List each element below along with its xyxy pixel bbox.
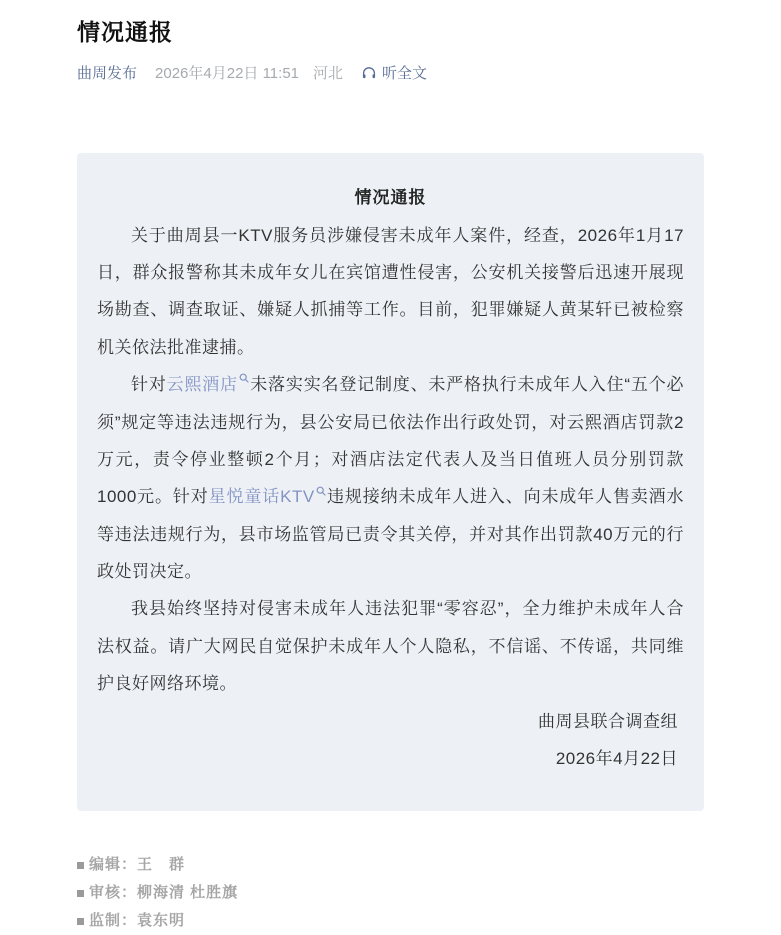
credit-line-supervisor — [77, 907, 704, 935]
publish-location: 河北 — [313, 65, 344, 83]
search-icon — [239, 373, 249, 383]
credit-value: 柳海清 杜胜旗 — [137, 884, 239, 902]
credit-value: 袁东明 — [137, 912, 186, 930]
headphones-icon — [361, 65, 377, 81]
article-container — [77, 0, 704, 935]
square-bullet-icon — [77, 890, 84, 897]
editor-credits — [77, 851, 704, 935]
article-meta — [77, 62, 704, 83]
search-icon — [316, 486, 326, 496]
listen-full-text-button[interactable] — [361, 62, 427, 83]
entity-link-xingyue-tonghua-ktv[interactable] — [209, 487, 327, 506]
entity-link-label: 云熙酒店 — [166, 375, 238, 395]
listen-full-text-label: 听全文 — [382, 65, 428, 83]
credit-line-reviewer — [77, 879, 704, 907]
square-bullet-icon — [77, 918, 84, 925]
signature-organization: 曲周县联合调查组 — [538, 711, 678, 731]
notice-paragraph-2 — [97, 366, 684, 590]
paragraph-text: 违规接纳未成年人进入、向未成年人售卖酒水等违法违规行为，县市场监管局已责令其关停，并对其作出罚款40万元的行政处罚决定。 — [97, 487, 685, 582]
credit-label: 审核： — [89, 884, 138, 902]
paragraph-text: 针对 — [131, 375, 167, 395]
paragraph-text: 未落实实名登记制度、未严格执行未成年人入住“五个必须”规定等违法违规行为，县公安局已依法作出行政处罚，对云熙酒店罚款2万元，责令停业整顿2个月；对酒店法定代表人及当日值班人员分别罚款1000元。针对 — [97, 375, 685, 507]
entity-link-yunxi-hotel[interactable] — [167, 375, 250, 394]
credit-label: 编辑： — [89, 856, 138, 874]
entity-link-label: 星悦童话KTV — [208, 487, 315, 507]
account-name-link[interactable]: 曲周发布 — [77, 65, 138, 83]
credit-value: 王 群 — [137, 856, 186, 874]
notice-heading: 情况通报 — [354, 188, 427, 208]
signature-date: 2026年4月22日 — [555, 749, 678, 769]
credit-label: 监制： — [89, 912, 138, 930]
credit-line-editor — [77, 851, 704, 879]
article-title: 情况通报 — [77, 19, 173, 45]
publish-datetime: 2026年4月22日 11:51 — [155, 65, 300, 83]
notice-paragraph-1: 关于曲周县一KTV服务员涉嫌侵害未成年人案件，经查，2026年1月17日，群众报警称其未成年女儿在宾馆遭性侵害，公安机关接警后迅速开展现场勘查、调查取证、嫌疑人抓捕等工作。目前，犯罪嫌疑人黄某轩已被检察机关依法批准逮捕。 — [97, 225, 684, 357]
notice-body — [97, 217, 684, 703]
notice-box — [77, 153, 704, 811]
notice-paragraph-3: 我县始终坚持对侵害未成年人违法犯罪“零容忍”，全力维护未成年人合法权益。请广大网民自觉保护未成年人个人隐私，不信谣、不传谣，共同维护良好网络环境。 — [97, 599, 684, 694]
notice-signature — [97, 703, 684, 778]
square-bullet-icon — [77, 862, 84, 869]
